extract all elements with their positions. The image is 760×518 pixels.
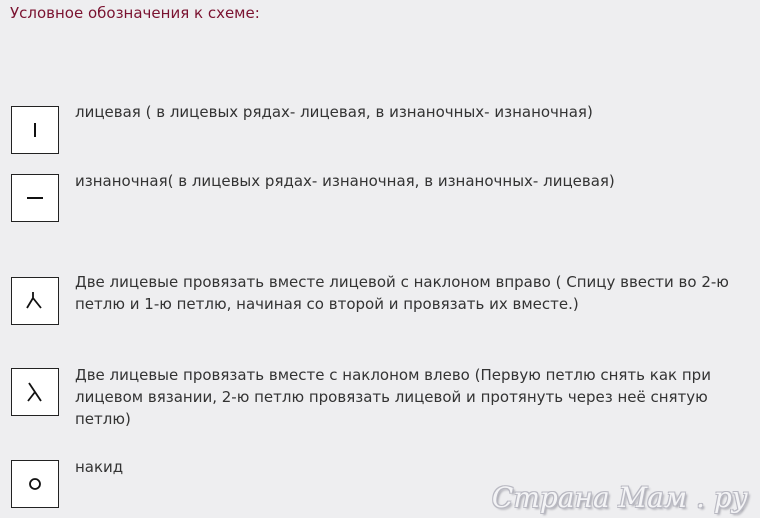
legend-symbol-box: [11, 277, 59, 325]
legend-description: Две лицевые провязать вместе лицевой с наклоном вправо ( Спицу ввести во 2-ю петлю и 1-ю петлю, начиная со второй и провязать их вместе.): [75, 273, 729, 313]
circle-yarn-over-icon: [12, 461, 58, 507]
legend-symbol-box: [11, 106, 59, 154]
left-slant-decrease-icon: [12, 369, 58, 415]
site-watermark: Страна Мам . ру: [491, 481, 748, 514]
page-title: Условное обозначения к схеме:: [10, 4, 260, 22]
vertical-bar-icon: [12, 107, 58, 153]
legend-description: Две лицевые провязать вместе с наклоном влево (Первую петлю снять как при лицевом вязании, 2-ю петлю провязать лицевой и протянуть через неё снятую петлю): [75, 366, 711, 428]
legend-description: накид: [75, 458, 124, 476]
legend-description: лицевая ( в лицевых рядах- лицевая, в изнаночных- изнаночная): [75, 103, 593, 121]
legend-description: изнаночная( в лицевых рядах- изнаночная, в изнаночных- лицевая): [75, 172, 615, 190]
right-slant-decrease-icon: [12, 278, 58, 324]
legend-symbol-box: [11, 368, 59, 416]
horizontal-dash-icon: [12, 175, 58, 221]
legend-symbol-box: [11, 460, 59, 508]
legend-symbol-box: [11, 174, 59, 222]
